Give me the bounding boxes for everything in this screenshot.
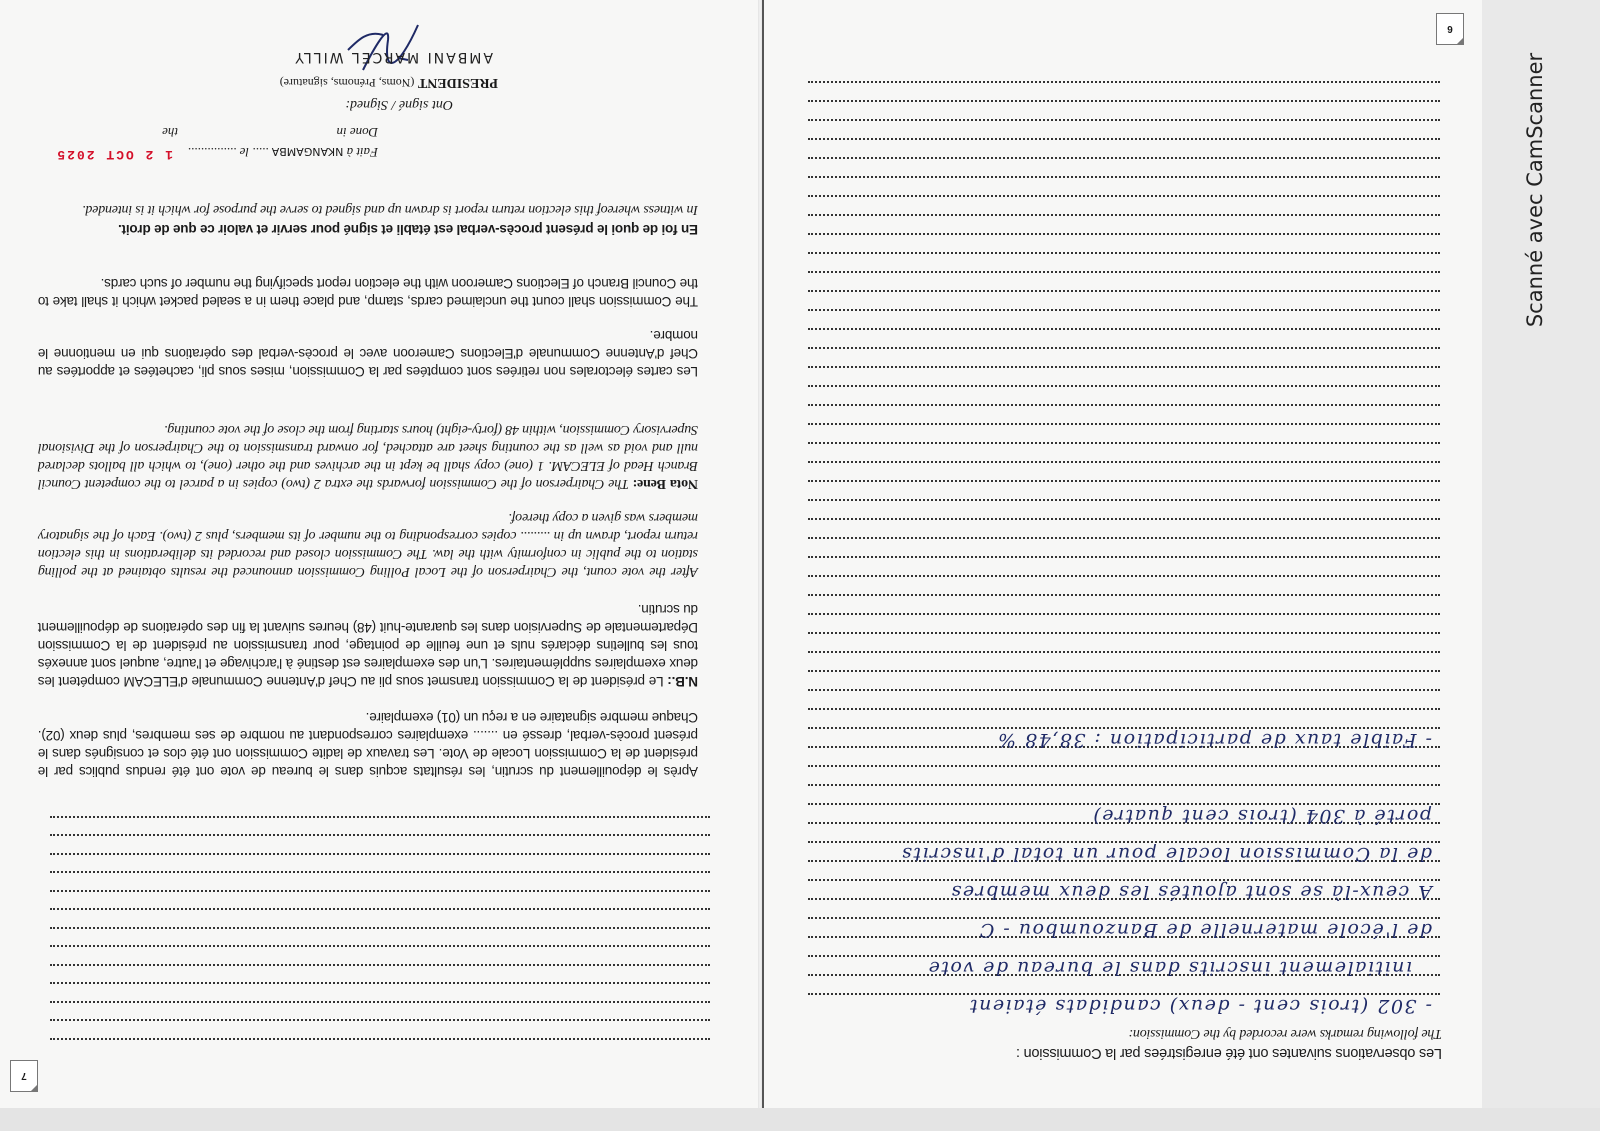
nota-bene-label: Nota Bene:	[632, 476, 698, 491]
dotted-line	[808, 461, 1440, 463]
dotted-line	[808, 480, 1440, 482]
handwritten-line: initialement inscrits dans le bureau de vote	[927, 957, 1412, 979]
dotted-line	[808, 594, 1440, 596]
dotted-line	[808, 271, 1440, 273]
fait-a-row	[188, 144, 378, 160]
dotted-line	[808, 499, 1440, 501]
handwritten-line: de l'école maternelle de Banzoumbou - C	[978, 919, 1432, 941]
dotted-line	[808, 651, 1440, 653]
dotted-line	[808, 290, 1440, 292]
apres-fr: Après le dépouillement du scrutin, les résultats acquis dans le bureau de vote ont été rendus publics par le président de la Commission Locale de Vote. Les travaux de ladite Commission ont été clos et consignés dans le présent procès-verbal, dressé en ....... exemplaires correspondant au nombre de ses membres, plus deux (02). Chaque membre signataire en a reçu un (01) exemplaire.	[38, 710, 698, 779]
dotted-line	[808, 518, 1440, 520]
dotted-line	[808, 575, 1440, 577]
dotted-line	[808, 195, 1440, 197]
dotted-line	[50, 946, 710, 948]
dotted-line	[808, 689, 1440, 691]
dotted-line	[50, 909, 710, 911]
dotted-line	[50, 816, 710, 818]
dotted-line	[808, 309, 1440, 311]
handwritten-line: - Faible taux de participation : 38,48 %	[996, 729, 1432, 751]
dotted-line	[808, 214, 1440, 216]
page-7	[0, 0, 758, 1110]
handwritten-line: A ceux-là se sont ajoutés les deux membres	[950, 881, 1432, 903]
dotted-line	[808, 347, 1440, 349]
handwritten-line: - 302 (trois cent - deux) candidats étaient	[968, 995, 1432, 1017]
after-count-en: After the vote count, the Chairperson of the Local Polling Commission announced the results obtained at the polling station to the public in conformity with the law. The Commission closed and recorded its deliberations in this election return report, drawn up in ......... copies corresponding to the number of its members, plus 2 (two). Each of the signatory members was given a copy thereof.	[38, 510, 698, 579]
dotted-line	[808, 81, 1440, 83]
date-stamp: 1 2 OCT 2025	[55, 147, 173, 162]
dotted-line	[808, 632, 1440, 634]
dotted-line	[50, 1038, 710, 1040]
dotted-line	[808, 233, 1440, 235]
dotted-line	[808, 157, 1440, 159]
dotted-line	[808, 708, 1440, 710]
nota-bene-en	[38, 420, 698, 492]
dotted-line	[808, 765, 1440, 767]
dotted-line	[808, 404, 1440, 406]
dotted-line	[808, 442, 1440, 444]
dotted-line	[808, 556, 1440, 558]
foi-fr: En foi de quoi le présent procès-verbal est établi et signé pour servir et valoir ce que de droit.	[118, 222, 698, 237]
nb-text: Le président de la Commission transmet sous pli au Chef d'Antenne Communale d'ELECAM compétent les deux exemplaires supplémentaires. L'un des exemplaires est destiné à l'archivage et l'autre, auquel sont annexés tous les bulletins déclarés nuls et une feuille de pointage, pour transmission au président de la Commission Départementale de Supervision dans les quarante-huit (48) heures suivant la fin des opérations de dépouillement du scrutin.	[38, 602, 698, 689]
dotted-line	[808, 385, 1440, 387]
le-label: ..... le	[239, 145, 269, 160]
president-label-row	[280, 74, 498, 90]
watermark-text: Scanné avec CamScanner	[1523, 52, 1547, 328]
page-number-badge: 6	[1436, 13, 1464, 45]
dotted-line	[808, 613, 1440, 615]
done-in-label: Done in	[336, 125, 378, 140]
dotted-line	[808, 366, 1440, 368]
president-name: AMBANI MARCEL WILLY	[293, 49, 493, 65]
date-dots: ...............	[187, 145, 237, 160]
cartes-fr: Les cartes électorales non retirées sont comptées par la Commission, mises sous pli, cachetées et apportées au Chef d'Antenne Communale d'Elections Cameroon avec le procès-verbal des opérations qui en mentionne le nombre.	[38, 328, 698, 379]
dotted-line	[50, 853, 710, 855]
nb-fr	[38, 600, 698, 690]
cards-en: The Commission shall count the unclaimed cards, stamp, and place them in a sealed packet which it shall take to the Council Branch of Elections Cameroon with the election report specifying the number of such cards.	[38, 276, 698, 309]
nota-bene-text: The Chairperson of the Commission forwards the extra 2 (two) copies in a parcel to the competent Council Branch Head of ELECAM. 1 (one) copy shall be kept in the archives and the other (one), to which all ballots declared null and void as well as the counting sheet are attached, for onward transmission to the Chairperson of the Divisional Supervisory Commission, within 48 (forty-eight) hours starting from the close of the vote counting.	[38, 422, 698, 491]
signed-label: Ont signé / Signed:	[345, 97, 453, 112]
dotted-line	[808, 328, 1440, 330]
the-label: the	[162, 125, 178, 140]
president-label: PRESIDENT	[417, 75, 498, 90]
page-6	[762, 0, 1482, 1110]
nb-label: N.B.:	[667, 674, 698, 689]
dotted-line	[50, 835, 710, 837]
president-note: (Noms, Prénoms, signature)	[279, 76, 415, 90]
dotted-line	[808, 138, 1440, 140]
page-number-badge: 7	[10, 1060, 38, 1092]
scan-bottom-edge	[0, 1108, 1600, 1131]
dotted-line	[808, 176, 1440, 178]
fait-a-value: NKANGAMBA	[271, 145, 344, 158]
dotted-line	[808, 252, 1440, 254]
fait-a-label: Fait à	[346, 145, 378, 160]
witness-en: In witness whereof this election return report is drawn up and signed to serve the purpose for which it is intended.	[82, 202, 698, 217]
observations-fr: Les observations suivantes ont été enregistrées par la Commission :	[1016, 1045, 1442, 1061]
dotted-line	[808, 537, 1440, 539]
observations-en: The following remarks were recorded by the Commission:	[1128, 1026, 1442, 1041]
signature-scribble-icon	[338, 10, 428, 80]
dotted-line	[50, 983, 710, 985]
dotted-line	[50, 872, 710, 874]
dotted-line	[808, 119, 1440, 121]
dotted-line	[50, 1001, 710, 1003]
dotted-line	[808, 423, 1440, 425]
dotted-line	[50, 927, 710, 929]
dotted-line	[808, 100, 1440, 102]
dotted-line	[808, 784, 1440, 786]
dotted-line	[50, 890, 710, 892]
dotted-line	[808, 670, 1440, 672]
handwritten-line: de la Commission locale pour un total d'inscrits	[900, 843, 1432, 865]
camscanner-watermark	[1505, 40, 1565, 340]
handwritten-line: porté à 304 (trois cent quatre)	[1091, 805, 1432, 827]
dotted-line	[50, 1020, 710, 1022]
dotted-line	[50, 964, 710, 966]
